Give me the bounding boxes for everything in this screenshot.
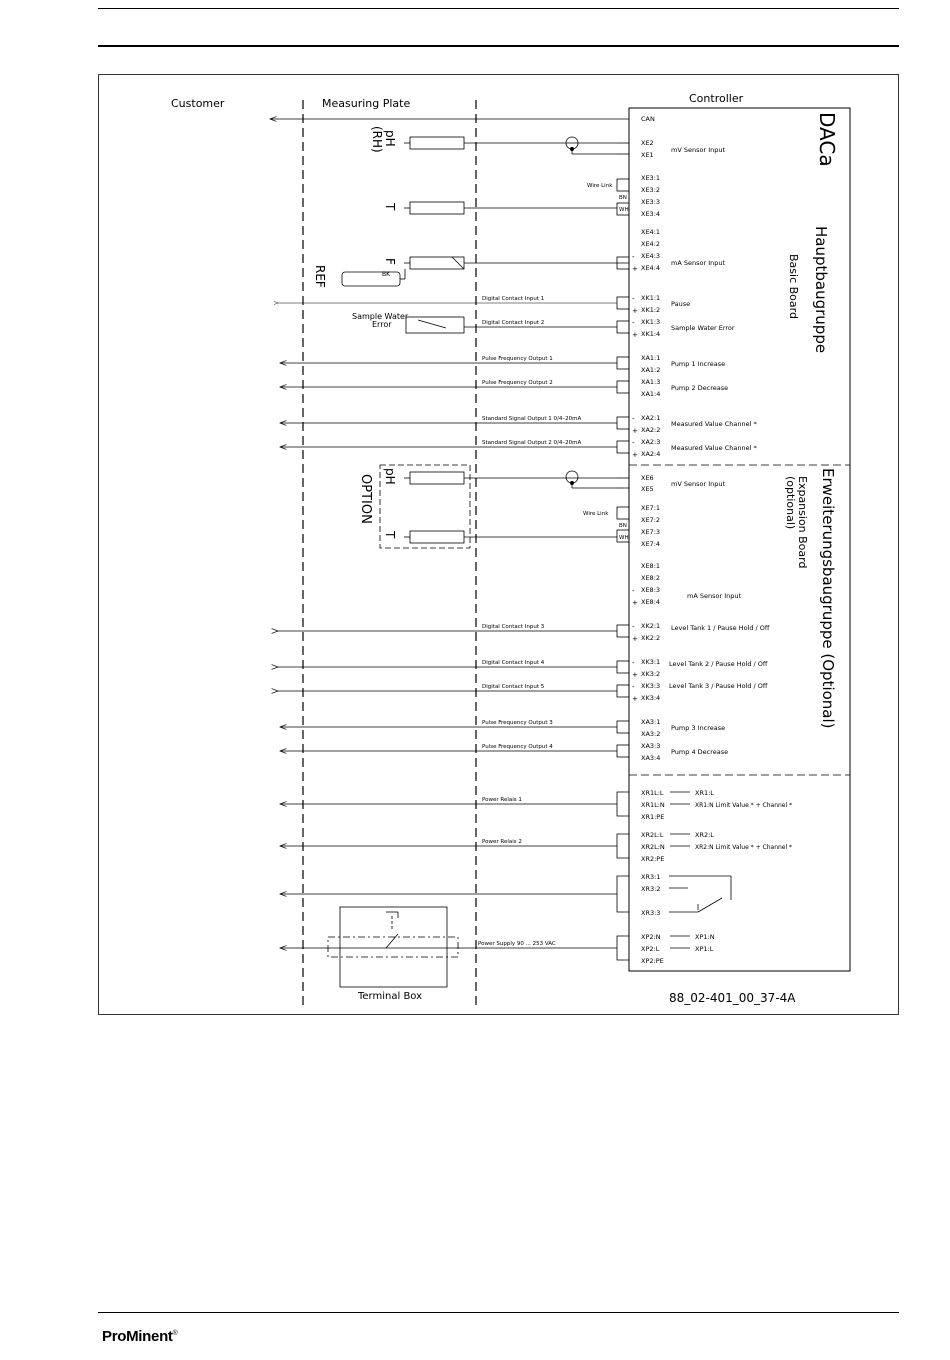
terminal-label: XP2:PE	[641, 957, 664, 965]
fn-r2a: XR2:L	[695, 831, 714, 839]
polarity-mark: +	[632, 599, 638, 607]
terminal-label: XE4:3	[641, 252, 661, 260]
terminal-label: XA3:1	[641, 718, 661, 726]
label-bk: BK	[382, 271, 391, 278]
terminal-label: XA3:3	[641, 742, 661, 750]
terminal-label: XR3:1	[641, 873, 661, 881]
signal-pr1: Power Relais 1	[482, 797, 522, 803]
label-opt-ph: pH	[383, 468, 397, 485]
fn-p1: XP1:N	[695, 933, 715, 941]
label-ph: pH	[383, 130, 397, 147]
terminal-label: XE2	[641, 139, 654, 147]
polarity-mark: -	[632, 683, 635, 691]
fn-lt2: Level Tank 2 / Pause Hold / Off	[669, 660, 768, 668]
polarity-mark: -	[632, 659, 635, 667]
prominent-logo: ProMinent®	[102, 1328, 178, 1345]
terminal-label: XA1:3	[641, 378, 661, 386]
polarity-mark: +	[632, 331, 638, 339]
terminal-label: XR3:2	[641, 885, 661, 893]
polarity-mark: -	[632, 319, 635, 327]
signal-dci4: Digital Contact Input 4	[482, 660, 545, 666]
polarity-mark: +	[632, 451, 638, 459]
board-expansion-en: Expansion Board	[796, 476, 809, 569]
terminal-label: XE4:2	[641, 240, 661, 248]
terminal-box-label: Terminal Box	[358, 991, 423, 1002]
terminal-label: XA3:2	[641, 730, 661, 738]
terminal-label: XK2:2	[641, 634, 661, 642]
fn-mv2: mV Sensor Input	[671, 480, 726, 488]
controller-model: DACa	[815, 112, 839, 167]
polarity-mark: -	[632, 253, 635, 261]
polarity-mark: -	[632, 623, 635, 631]
terminal-label: XE3:1	[641, 174, 661, 182]
terminal-label: XR3:3	[641, 909, 661, 917]
terminal-label: XR2:PE	[641, 855, 665, 863]
fn-mvc1: Measured Value Channel *	[671, 420, 757, 428]
polarity-mark: -	[632, 295, 635, 303]
diagram-frame	[99, 75, 899, 1015]
column-measuring-plate: Measuring Plate	[322, 97, 411, 110]
terminal-label: XK1:2	[641, 306, 661, 314]
fn-ma2: mA Sensor Input	[687, 592, 742, 600]
terminal-label: CAN	[641, 115, 655, 123]
signal-pfo3: Pulse Frequency Output 3	[482, 720, 553, 726]
terminal-label: XA3:4	[641, 754, 661, 762]
terminal-list	[641, 115, 665, 965]
signal-dci2: Digital Contact Input 2	[482, 320, 545, 326]
board-basic-en: Basic Board	[787, 254, 800, 319]
terminal-label: XA2:4	[641, 450, 661, 458]
fn-pause: Pause	[671, 300, 691, 308]
fn-lt1: Level Tank 1 / Pause Hold / Off	[671, 624, 770, 632]
sensor-t	[410, 202, 464, 214]
label-wire-link-2: Wire Link	[583, 511, 609, 517]
polarity-mark: -	[632, 415, 635, 423]
signal-sso1: Standard Signal Output 1 0/4–20mA	[482, 416, 582, 422]
label-rh: (RH)	[370, 126, 384, 153]
terminal-label: XE7:3	[641, 528, 661, 536]
fn-pump3: Pump 3 Increase	[671, 724, 726, 732]
label-wh-2: WH	[619, 535, 629, 541]
terminal-label: XA1:2	[641, 366, 661, 374]
terminal-box	[340, 907, 447, 987]
fn-pump1: Pump 1 Increase	[671, 360, 726, 368]
terminal-label: XE7:2	[641, 516, 661, 524]
terminal-label: XE1	[641, 151, 654, 159]
fn-pump4: Pump 4 Decrease	[671, 748, 729, 756]
terminal-label: XK3:3	[641, 682, 661, 690]
terminal-label: XE7:4	[641, 540, 661, 548]
terminal-label: XA1:4	[641, 390, 661, 398]
fn-pump2: Pump 2 Decrease	[671, 384, 729, 392]
label-t: T	[383, 203, 397, 211]
polarity-mark: +	[632, 427, 638, 435]
signal-pfo1: Pulse Frequency Output 1	[482, 356, 553, 362]
signal-dci1: Digital Contact Input 1	[482, 296, 545, 302]
fn-r1b: XR1:N Limit Value * + Channel *	[695, 802, 793, 809]
sensor-opt-ph	[410, 472, 464, 484]
terminal-label: XE7:1	[641, 504, 661, 512]
fn-ma1: mA Sensor Input	[671, 259, 726, 267]
board-expansion-de: Erweiterungsbaugruppe (Optional)	[819, 468, 837, 729]
drawing-number: 88_02-401_00_37-4A	[669, 991, 796, 1005]
column-controller: Controller	[689, 92, 744, 105]
terminal-label: XR2L:N	[641, 843, 665, 851]
terminal-label: XK1:1	[641, 294, 661, 302]
label-bn-2: BN	[619, 523, 627, 529]
terminal-label: XE4:1	[641, 228, 661, 236]
terminal-label: XA2:3	[641, 438, 661, 446]
label-ref: REF	[313, 265, 327, 288]
terminal-label: XE3:2	[641, 186, 661, 194]
label-sample-water-error: Error	[372, 320, 392, 329]
polarity-mark: +	[632, 671, 638, 679]
label-sample-water: Sample Water	[352, 312, 409, 321]
label-opt-t: T	[383, 531, 397, 539]
signal-dci3: Digital Contact Input 3	[482, 624, 545, 630]
signal-sso2: Standard Signal Output 2 0/4–20mA	[482, 440, 582, 446]
terminal-label: XR1L:L	[641, 789, 664, 797]
signal-pfo2: Pulse Frequency Output 2	[482, 380, 553, 386]
terminal-label: XA1:1	[641, 354, 661, 362]
label-wire-link-1: Wire Link	[587, 183, 613, 189]
terminal-label: XA2:2	[641, 426, 661, 434]
label-wh-1: WH	[619, 207, 629, 213]
terminal-label: XE8:2	[641, 574, 661, 582]
terminal-label: XE8:1	[641, 562, 661, 570]
terminal-label: XE8:3	[641, 586, 661, 594]
terminal-label: XE4:4	[641, 264, 661, 272]
label-option: OPTION	[358, 474, 373, 524]
terminal-label: XP2:L	[641, 945, 660, 953]
sensor-opt-t	[410, 531, 464, 543]
fn-mvc2: Measured Value Channel *	[671, 444, 757, 452]
column-customer: Customer	[171, 97, 225, 110]
terminal-label: XR1L:N	[641, 801, 665, 809]
terminal-label: XK3:4	[641, 694, 661, 702]
terminal-label: XK3:1	[641, 658, 661, 666]
fn-sample-err: Sample Water Error	[671, 324, 735, 332]
fn-p2: XP1:L	[695, 945, 714, 953]
sensor-ph-rh	[410, 137, 464, 149]
terminal-label: XP2:N	[641, 933, 661, 941]
polarity-mark: +	[632, 265, 638, 273]
fn-lt3: Level Tank 3 / Pause Hold / Off	[669, 682, 768, 690]
terminal-label: XA2:1	[641, 414, 661, 422]
sensor-ref	[342, 272, 400, 286]
polarity-mark: -	[632, 587, 635, 595]
terminal-label: XE5	[641, 485, 654, 493]
terminal-label: XR1:PE	[641, 813, 665, 821]
board-basic-de: Hauptbaugruppe	[812, 226, 830, 354]
polarity-marks	[632, 253, 638, 703]
polarity-mark: -	[632, 439, 635, 447]
terminal-label: XK3:2	[641, 670, 661, 678]
fn-mv1: mV Sensor Input	[671, 146, 726, 154]
signal-ps: Power Supply 90 ... 253 VAC	[478, 941, 556, 947]
signal-dci5: Digital Contact Input 5	[482, 684, 545, 690]
terminal-label: XE6	[641, 474, 654, 482]
label-f: F	[383, 258, 397, 265]
label-bn-1: BN	[619, 195, 627, 201]
sensor-f	[410, 257, 464, 269]
signal-pr2: Power Relais 2	[482, 839, 522, 845]
terminal-label: XE3:3	[641, 198, 661, 206]
terminal-label: XK1:3	[641, 318, 661, 326]
terminal-label: XE3:4	[641, 210, 661, 218]
polarity-mark: +	[632, 635, 638, 643]
terminal-label: XR2L:L	[641, 831, 664, 839]
polarity-mark: +	[632, 307, 638, 315]
board-expansion-en-2: (optional)	[784, 476, 797, 530]
fn-r1a: XR1:L	[695, 789, 714, 797]
signal-pfo4: Pulse Frequency Output 4	[482, 744, 553, 750]
polarity-mark: +	[632, 695, 638, 703]
terminal-label: XK1:4	[641, 330, 661, 338]
terminal-label: XE8:4	[641, 598, 661, 606]
fn-r2b: XR2:N Limit Value * + Channel *	[695, 844, 793, 851]
terminal-label: XK2:1	[641, 622, 661, 630]
